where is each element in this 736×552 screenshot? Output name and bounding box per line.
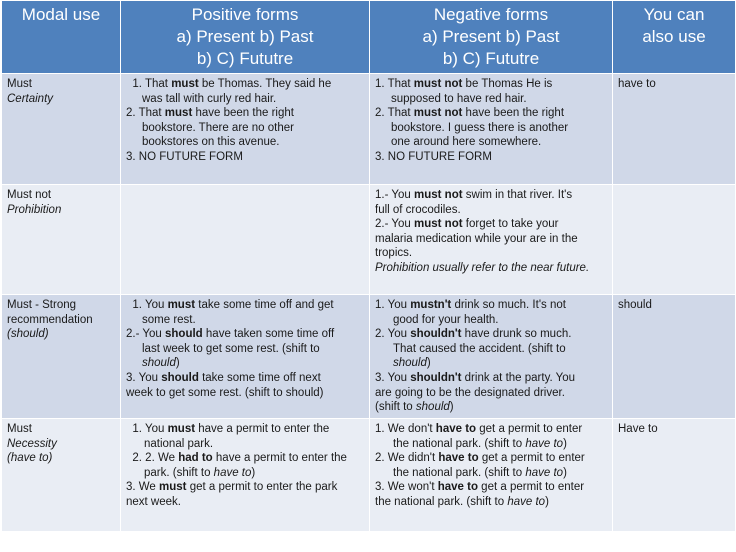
- also-use-cell: [613, 185, 736, 295]
- negative-cell: 1. That must not be Thomas He is supposed to have red hair. 2. That must not have been the right bookstore. I guess there is another one around here somewhere. 3. NO FUTURE FORM: [370, 74, 613, 185]
- positive-cell: 1. You must have a permit to enter the national park. 2. 2. We had to have a permit to enter the park. (shift to have to) 3. We must get a permit to enter the park next week.: [121, 419, 370, 532]
- positive-cell: [121, 185, 370, 295]
- table-row-necessity: [2, 419, 736, 532]
- also-use-cell: have to: [613, 74, 736, 185]
- positive-cell: 1. That must be Thomas. They said he was tall with curly red hair. 2. That must have been the right bookstore. There are no other bookstores on this avenue. 3. NO FUTURE FORM: [121, 74, 370, 185]
- modal-cell: Must Necessity (have to): [2, 419, 121, 532]
- header-row: [2, 1, 736, 74]
- negative-cell: 1. You mustn't drink so much. It's not good for your health. 2. You shouldn't have drunk so much. That caused the accident. (shift to should) 3. You shouldn't drink at the party. You are going to be the designated driver. (shift to should): [370, 295, 613, 419]
- modal-cell: Must Certainty: [2, 74, 121, 185]
- header-also-use: You can also use: [613, 1, 736, 74]
- modal-cell: Must - Strong recommendation (should): [2, 295, 121, 419]
- modal-cell: Must not Prohibition: [2, 185, 121, 295]
- positive-cell: 1. You must take some time off and get some rest. 2.- You should have taken some time off last week to get some rest. (shift to should) 3. You should take some time off next week to get some rest. (shift to should): [121, 295, 370, 419]
- modal-verbs-table: [1, 0, 736, 532]
- table-row-recommendation: [2, 295, 736, 419]
- table-row-certainty: [2, 74, 736, 185]
- negative-cell: 1. We don't have to get a permit to enter the national park. (shift to have to) 2. We didn't have to get a permit to enter the national park. (shift to have to) 3. We won't have to get a permit to enter the national park. (shift to have to): [370, 419, 613, 532]
- also-use-cell: Have to: [613, 419, 736, 532]
- table-row-prohibition: [2, 185, 736, 295]
- header-negative-forms: Negative forms a) Present b) Past b) C) Fututre: [370, 1, 613, 74]
- also-use-cell: should: [613, 295, 736, 419]
- header-modal-use: Modal use: [2, 1, 121, 74]
- header-positive-forms: Positive forms a) Present b) Past b) C) Fututre: [121, 1, 370, 74]
- negative-cell: 1.- You must not swim in that river. It's full of crocodiles. 2.- You must not forget to take your malaria medication while your are in the tropics. Prohibition usually refer to the near future.: [370, 185, 613, 295]
